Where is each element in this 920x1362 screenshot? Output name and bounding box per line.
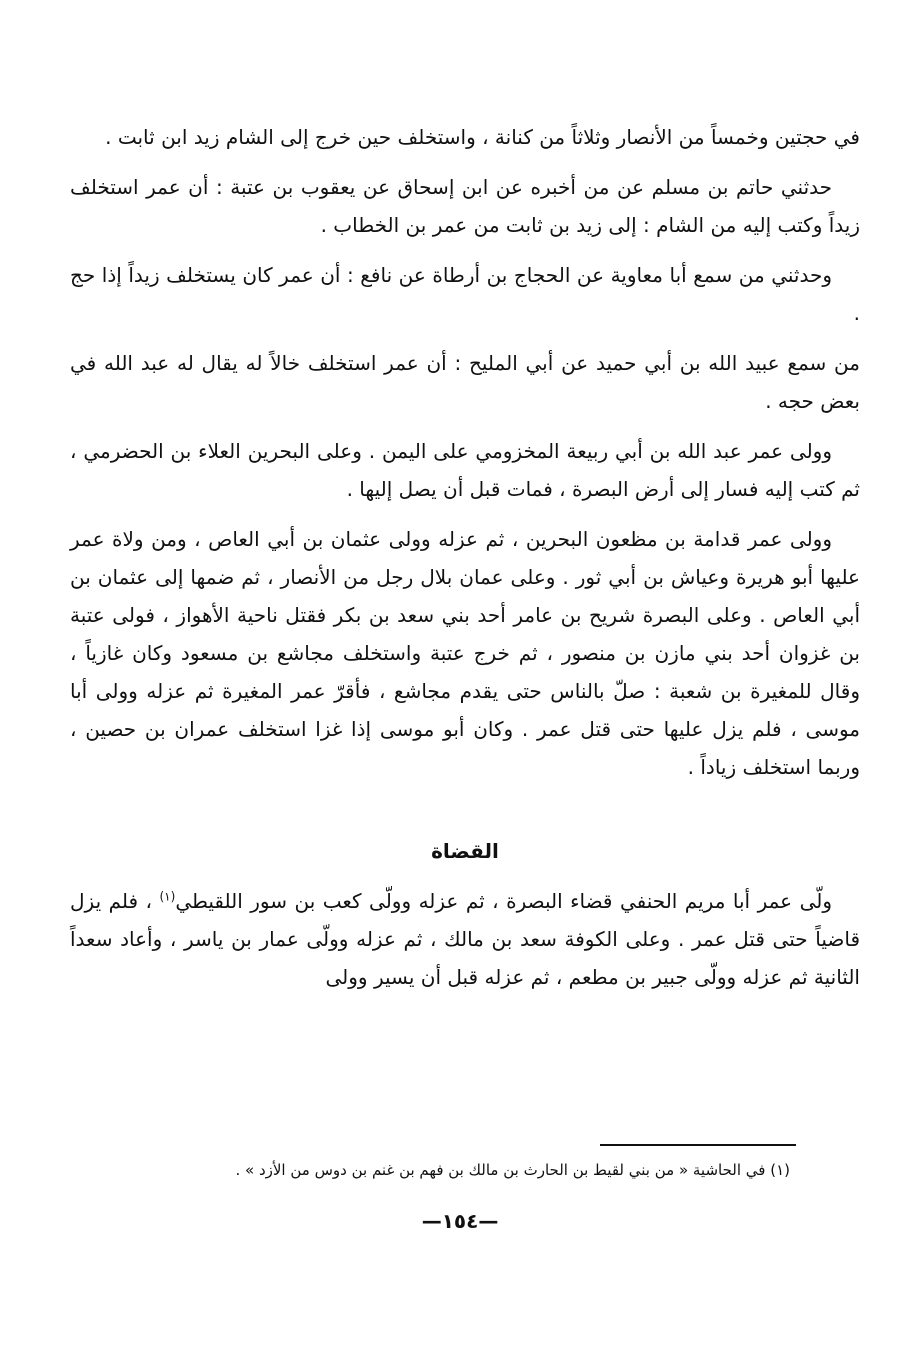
paragraph-5: وولى عمر عبد الله بن أبي ربيعة المخزومي على اليمن . وعلى البحرين العلاء بن الحضرمي ، ثم كتب إليه فسار إلى أرض البصرة ، فمات قبل أن يصل إليها . — [70, 439, 860, 501]
footnote-text: (١) في الحاشية « من بني لقيط بن الحارث بن مالك بن فهم بن غنم بن دوس من الأزد » . — [235, 1161, 790, 1179]
paragraph-1: في حجتين وخمساً من الأنصار وثلاثاً من كنانة ، واستخلف حين خرج إلى الشام زيد ابن ثابت . — [105, 125, 860, 149]
paragraph-4: من سمع عبيد الله بن أبي حميد عن أبي المليح : أن عمر استخلف خالاً له يقال له عبد الله في بعض حجه . — [70, 351, 860, 413]
section-paragraph-rest: ، فلم يزل قاضياً حتى قتل عمر . وعلى الكوفة سعد بن مالك ، ثم عزله وولّى عمار بن ياسر ، وأعاد سعداً الثانية ثم عزله وولّى جبير بن مطعم ، ثم عزله قبل أن يسير وولى — [70, 889, 860, 989]
section-paragraph-start: ولّى عمر أبا مريم الحنفي قضاء البصرة ، ثم عزله وولّى كعب بن سور اللقيطي — [175, 889, 833, 913]
page-number: —١٥٤— — [421, 1209, 499, 1233]
paragraph-3: وحدثني من سمع أبا معاوية عن الحجاج بن أرطاة عن نافع : أن عمر كان يستخلف زيداً إذا حج . — [70, 263, 860, 325]
footnote-marker: (١) — [159, 889, 176, 904]
paragraph-2: حدثني حاتم بن مسلم عن من أخبره عن ابن إسحاق عن يعقوب بن عتبة : أن عمر استخلف زيداً وكتب إليه من الشام : إلى زيد بن ثابت من عمر بن الخطاب . — [70, 175, 860, 237]
section-title: القضاة — [431, 839, 499, 863]
section-paragraph — [70, 882, 860, 996]
page-body — [70, 118, 860, 1008]
footnote-divider — [600, 1144, 796, 1146]
paragraph-6: وولى عمر قدامة بن مظعون البحرين ، ثم عزله وولى عثمان بن أبي العاص ، ومن ولاة عمر عليها أبو هريرة وعياش بن أبي ثور . وعلى عمان بلال رجل من الأنصار ، ثم ضمها إلى عثمان بن أبي العاص . وعلى البصرة شريح بن عامر أحد بني سعد بن بكر فقتل ناحية الأهواز ، فولى عتبة بن غزوان أحد بني مازن بن منصور ، ثم خرج عتبة واستخلف مجاشع بن مسعود وكان غازياً ، وقال للمغيرة بن شعبة : صلّ بالناس حتى يقدم مجاشع ، فأقرّ عمر المغيرة ثم عزله وولى أبا موسى ، فلم يزل عليها حتى قتل عمر . وكان أبو موسى إذا غزا استخلف عمران بن حصين ، وربما استخلف زياداً . — [70, 527, 860, 779]
